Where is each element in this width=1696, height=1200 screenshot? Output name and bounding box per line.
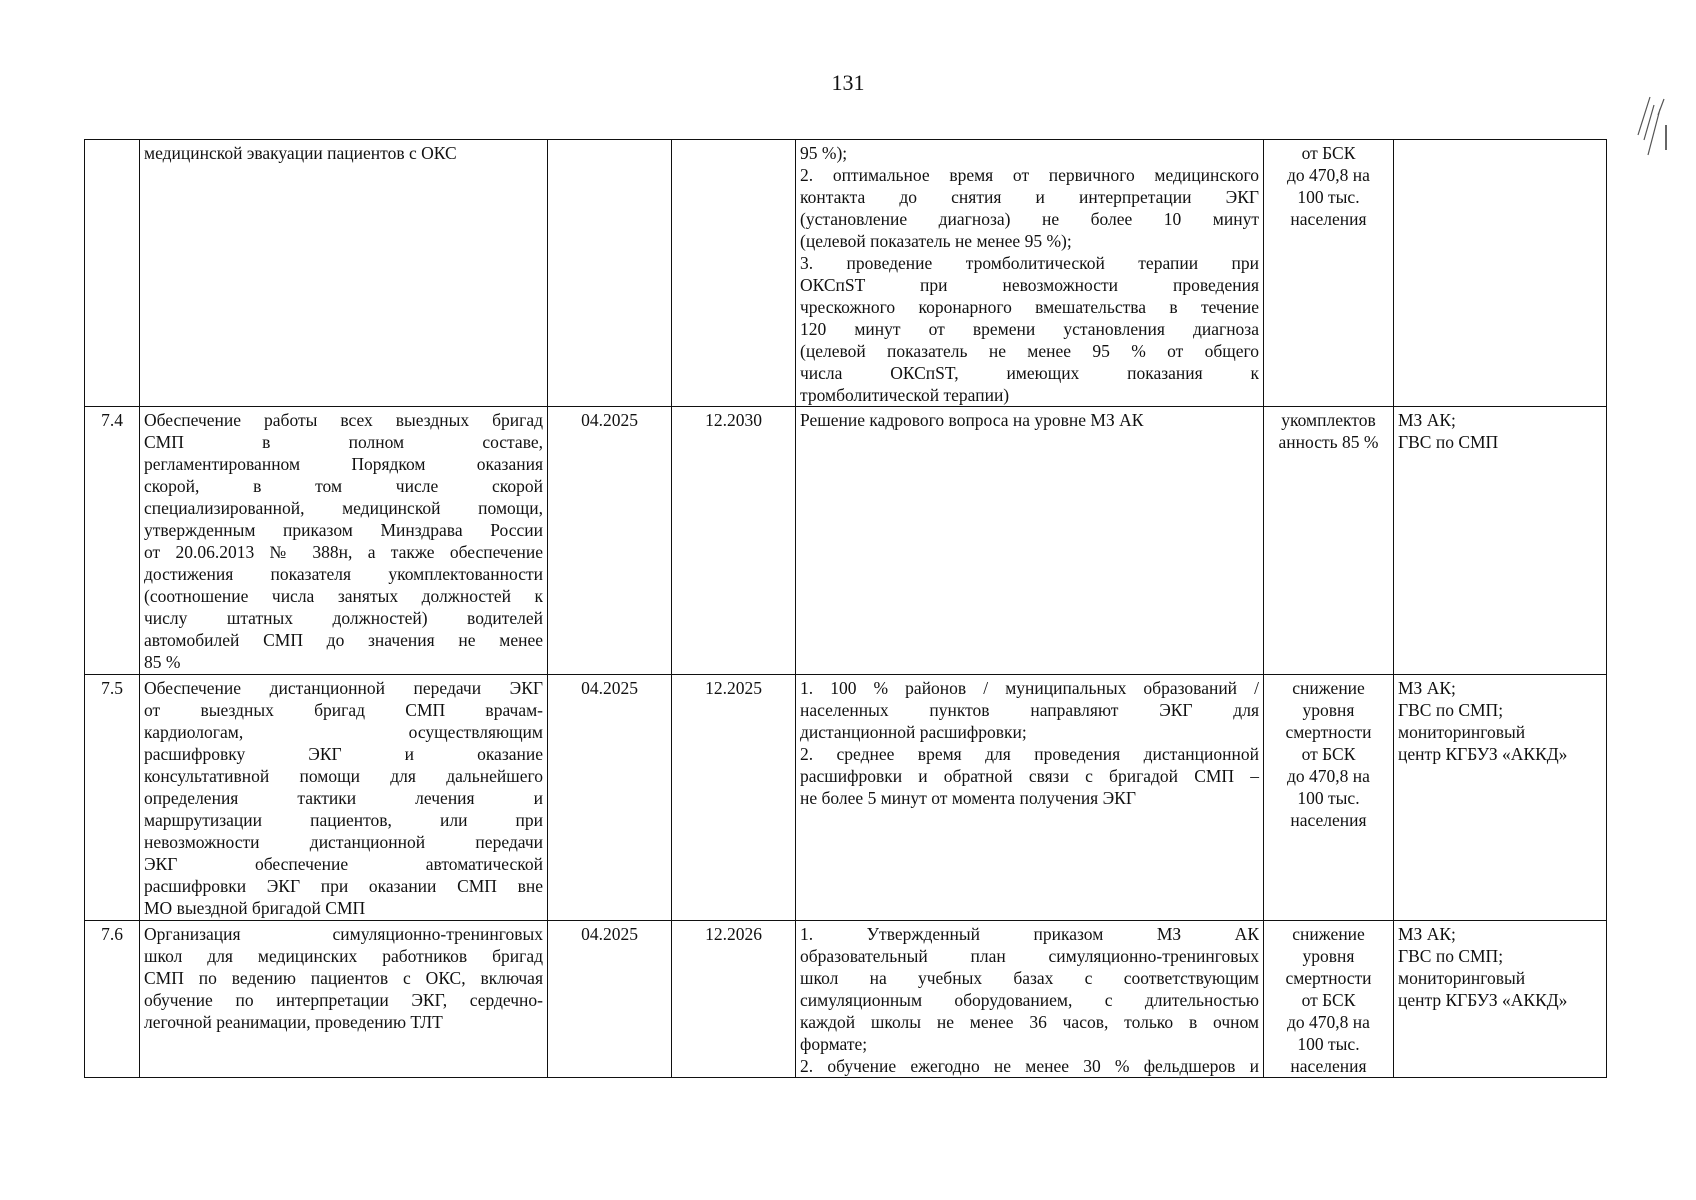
indicator-cell: укомплектов анность 85 %	[1264, 407, 1394, 675]
start-date	[548, 140, 672, 407]
measures-table	[84, 139, 1607, 1078]
end-date	[672, 140, 796, 407]
start-date: 04.2025	[548, 921, 672, 1078]
table-row	[85, 675, 1607, 921]
responsible-cell: МЗ АК; ГВС по СМП; мониторинговый центр КГБУЗ «АККД»	[1394, 675, 1607, 921]
task-cell: Обеспечение дистанционной передачи ЭКГ от выездных бригад СМП врачам- кардиологам, осуществляющим расшифровку ЭКГ и оказание консультативной помощи для дальнейшего определения тактики лечения и маршрутизации пациентов, или при невозможности дистанционной передачи ЭКГ обеспечение автоматической расшифровки ЭКГ при оказании СМП вне МО выездной бригадой СМП	[140, 675, 548, 921]
task-cell: Обеспечение работы всех выездных бригад СМП в полном составе, регламентированном Порядком оказания скорой, в том числе скорой специализированной, медицинской помощи, утвержденным приказом Минздрава России от 20.06.2013 № 388н, а также обеспечение достижения показателя укомплектованности (соотношение числа занятых должностей к числу штатных должностей) водителей автомобилей СМП до значения не менее 85 %	[140, 407, 548, 675]
row-number: 7.5	[85, 675, 140, 921]
start-date: 04.2025	[548, 407, 672, 675]
responsible-cell: МЗ АК; ГВС по СМП	[1394, 407, 1607, 675]
criteria-cell: Решение кадрового вопроса на уровне МЗ АК	[796, 407, 1264, 675]
responsible-cell: МЗ АК; ГВС по СМП; мониторинговый центр КГБУЗ «АККД»	[1394, 921, 1607, 1078]
end-date: 12.2026	[672, 921, 796, 1078]
task-cell: медицинской эвакуации пациентов с ОКС	[140, 140, 548, 407]
responsible-cell	[1394, 140, 1607, 407]
page-number: 131	[831, 70, 865, 95]
criteria-cell: 1. Утвержденный приказом МЗ АК образовательный план симуляционно-тренинговых школ на учебных базах с соответствующим симуляционным оборудованием, с длительностью каждой школы не менее 36 часов, только в очном формате; 2. обучение ежегодно не менее 30 % фельдшеров и	[796, 921, 1264, 1078]
indicator-cell: снижение уровня смертности от БСК до 470,8 на 100 тыс. населения	[1264, 921, 1394, 1078]
start-date: 04.2025	[548, 675, 672, 921]
table-row	[85, 407, 1607, 675]
indicator-cell: от БСК до 470,8 на 100 тыс. населения	[1264, 140, 1394, 407]
task-cell: Организация симуляционно-тренинговых школ для медицинских работников бригад СМП по ведению пациентов с ОКС, включая обучение по интерпретации ЭКГ, сердечно- легочной реанимации, проведению ТЛТ	[140, 921, 548, 1078]
row-number: 7.6	[85, 921, 140, 1078]
table-body	[85, 140, 1607, 1078]
criteria-cell: 95 %); 2. оптимальное время от первичного медицинского контакта до снятия и интерпретации ЭКГ (установление диагноза) не более 10 минут (целевой показатель не менее 95 %); 3. проведение тромболитической терапии при ОКСпST при невозможности проведения чрескожного коронарного вмешательства в течение 120 минут от времени установления диагноза (целевой показатель не менее 95 % от общего числа ОКСпST, имеющих показания к тромболитической терапии)	[796, 140, 1264, 407]
table-row	[85, 140, 1607, 407]
end-date: 12.2025	[672, 675, 796, 921]
indicator-cell: снижение уровня смертности от БСК до 470,8 на 100 тыс. населения	[1264, 675, 1394, 921]
row-number: 7.4	[85, 407, 140, 675]
criteria-cell: 1. 100 % районов / муниципальных образований / населенных пунктов направляют ЭКГ для дистанционной расшифровки; 2. среднее время для проведения дистанционной расшифровки и обратной связи с бригадой СМП – не более 5 минут от момента получения ЭКГ	[796, 675, 1264, 921]
table-row	[85, 921, 1607, 1078]
row-number	[85, 140, 140, 407]
scan-artifact	[1620, 95, 1670, 165]
end-date: 12.2030	[672, 407, 796, 675]
